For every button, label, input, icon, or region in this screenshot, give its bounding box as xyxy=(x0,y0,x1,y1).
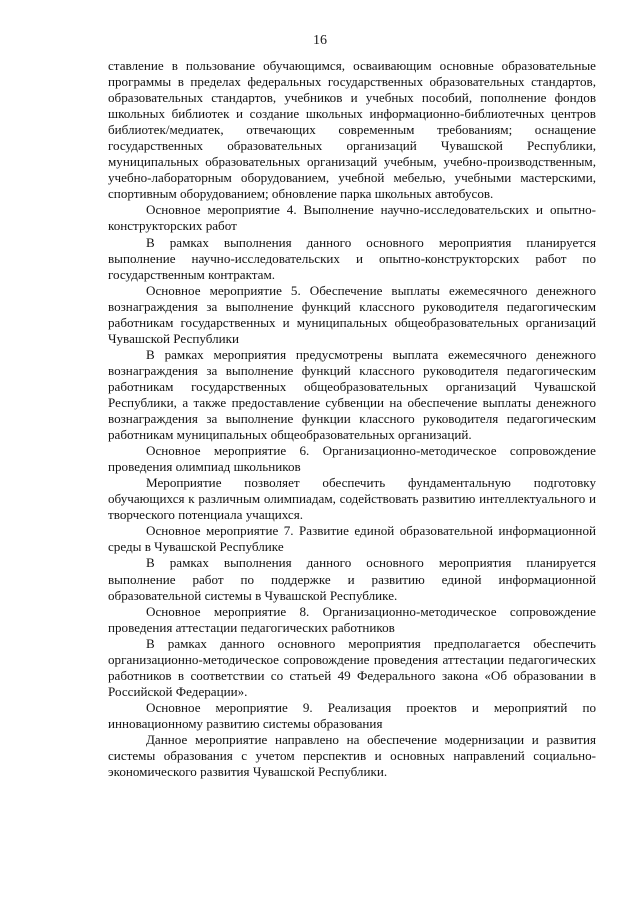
body-text xyxy=(108,58,596,780)
measure-4-heading: Основное мероприятие 4. Выполнение научно-исследовательских и опытно-конструкторских работ xyxy=(108,202,596,234)
measure-4-description: В рамках выполнения данного основного мероприятия планируется выполнение научно-исследовательских и опытно-конструкторских работ по государственным контрактам. xyxy=(108,234,596,282)
measure-9-heading: Основное мероприятие 9. Реализация проектов и мероприятий по инновационному развитию системы образования xyxy=(108,699,596,731)
measure-9-description: Данное мероприятие направлено на обеспечение модернизации и развития системы образования с учетом перспектив и основных направлений социально-экономического развития Чувашской Республики. xyxy=(108,731,596,780)
measure-6-description: Мероприятие позволяет обеспечить фундаментальную подготовку обучающихся к различным олимпиадам, содействовать развитию интеллектуального и творческого потенциала учащихся. xyxy=(108,475,596,523)
measure-8-description: В рамках данного основного мероприятия предполагается обеспечить организационно-методическое сопровождение проведения аттестации педагогических работников в соответствии со статьей 49 Федерального закона «Об образовании в Российской Федерации». xyxy=(108,635,596,699)
page-number: 16 xyxy=(313,33,327,48)
paragraph-continuation: ставление в пользование обучающимся, осваивающим основные образовательные программы в пределах федеральных государственных образовательных стандартов, образовательных стандартов, учебников и учебных пособий, пополнение фондов школьных библиотек и создание школьных информационно-библиотечных центров библиотек/медиатек, отвечающих современным требованиям; оснащение государственных образовательных организаций Чувашской Республики, муниципальных образовательных организаций учебным, учебно-производственным, учебно-лабораторным оборудованием, учебной мебелью, учебными мастерскими, спортивным оборудованием; обновление парка школьных автобусов. xyxy=(108,58,596,202)
measure-8-heading: Основное мероприятие 8. Организационно-методическое сопровождение проведения аттестации педагогических работников xyxy=(108,603,596,635)
measure-5-description: В рамках мероприятия предусмотрены выплата ежемесячного денежного вознаграждения за выполнение функций классного руководителя педагогическим работникам государственных общеобразовательных организаций Чувашской Республики, а также предоставление субвенции на обеспечение выплаты денежного вознаграждения за выполнение функции классного руководителя педагогическим работникам муниципальных общеобразовательных организаций. xyxy=(108,346,596,443)
measure-6-heading: Основное мероприятие 6. Организационно-методическое сопровождение проведения олимпиад школьников xyxy=(108,443,596,475)
measure-7-heading: Основное мероприятие 7. Развитие единой образовательной информационной среды в Чувашской Республике xyxy=(108,523,596,555)
measure-7-description: В рамках выполнения данного основного мероприятия планируется выполнение работ по поддержке и развитию единой информационной образовательной системы в Чувашской Республике. xyxy=(108,555,596,603)
measure-5-heading: Основное мероприятие 5. Обеспечение выплаты ежемесячного денежного вознаграждения за выполнение функций классного руководителя педагогическим работникам государственных и муниципальных общеобразовательных организаций Чувашской Республики xyxy=(108,282,596,346)
